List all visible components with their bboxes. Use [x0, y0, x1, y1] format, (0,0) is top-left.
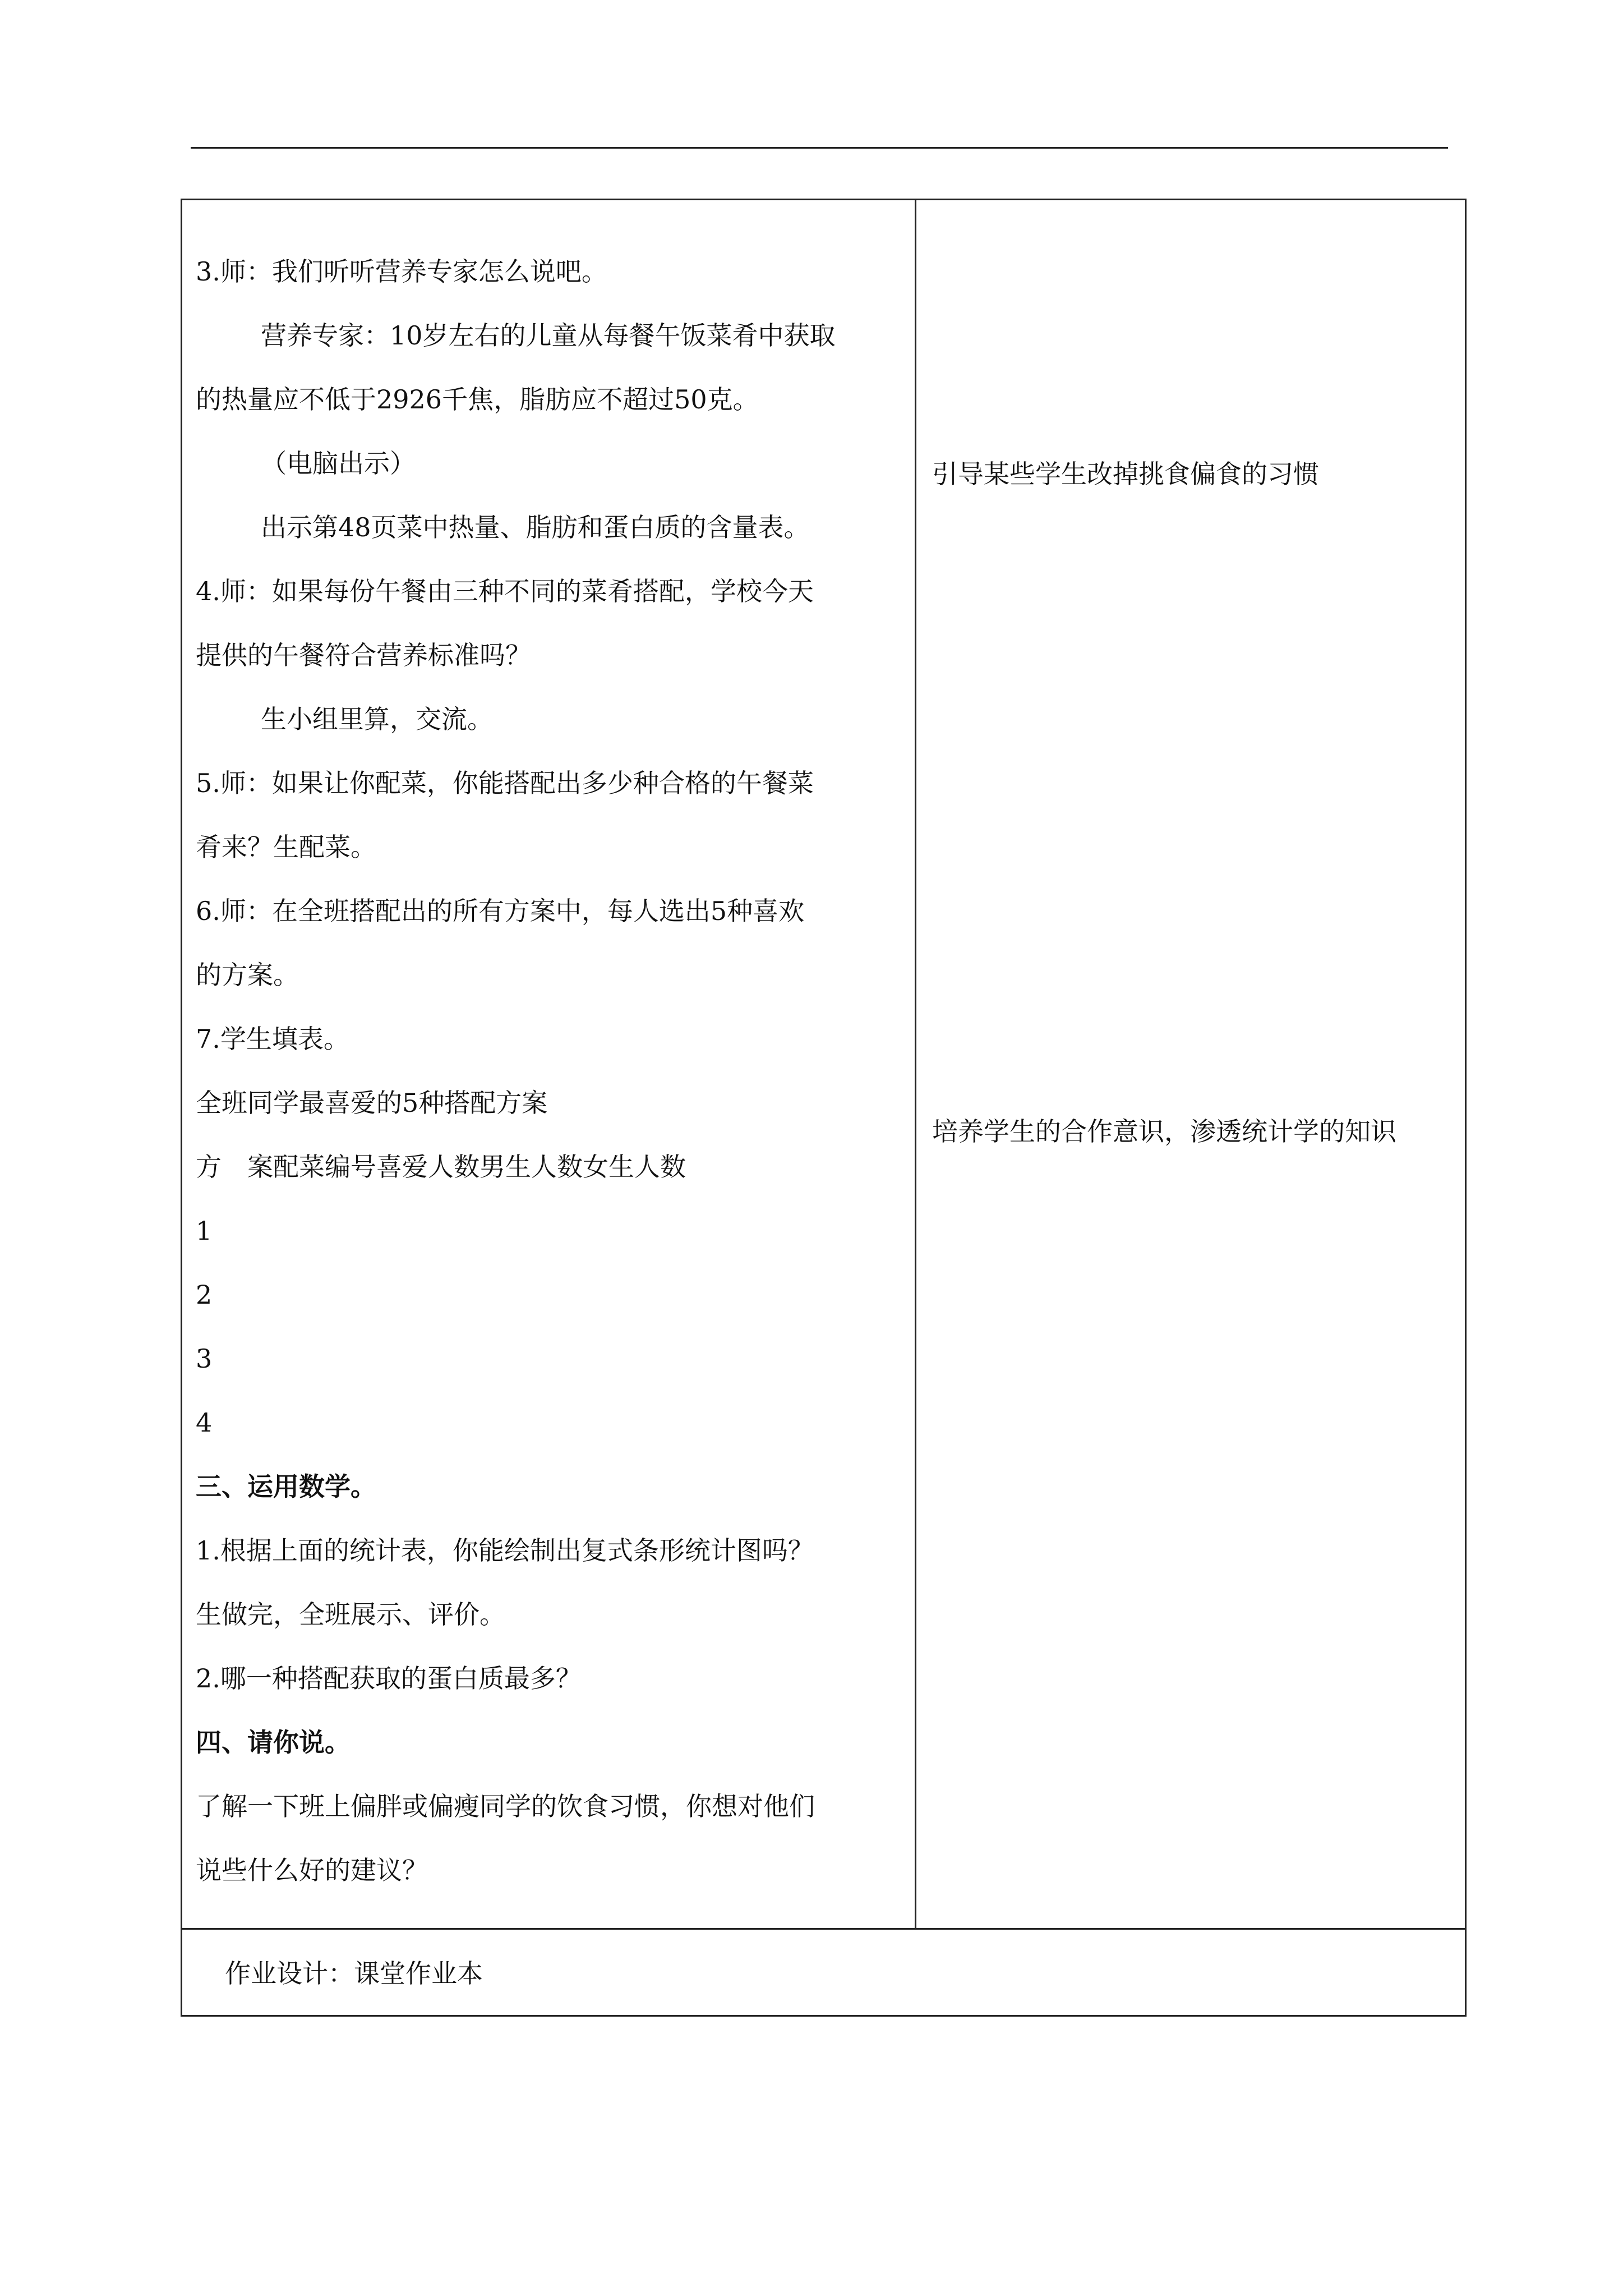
text-line: 5.师：如果让你配菜，你能搭配出多少种合格的午餐菜	[196, 768, 814, 798]
lesson-content-row	[182, 200, 1466, 1929]
text-line: 4	[196, 1407, 213, 1438]
text-line: 肴来？生配菜。	[196, 832, 376, 862]
text-line: 3.师：我们听听营养专家怎么说吧。	[196, 256, 607, 287]
homework-cell	[182, 1929, 1466, 2016]
section-heading: 四、请你说。	[196, 1727, 351, 1757]
text-line: 生小组里算，交流。	[261, 704, 493, 734]
text-line: 全班同学最喜爱的5种搭配方案	[196, 1088, 548, 1118]
text-line: （电脑出示）	[261, 448, 416, 478]
text-line: 生做完，全班展示、评价。	[196, 1599, 505, 1630]
text-line: 2	[196, 1280, 213, 1310]
section-heading: 三、运用数学。	[196, 1471, 376, 1502]
text-line: 提供的午餐符合营养标准吗？	[196, 640, 531, 670]
text-line: 1.根据上面的统计表，你能绘制出复式条形统计图吗？	[196, 1535, 814, 1566]
text-line: 的方案。	[196, 960, 299, 990]
header-rule	[191, 147, 1448, 149]
text-line: 7.学生填表。	[196, 1024, 349, 1054]
text-line: 4.师：如果每份午餐由三种不同的菜肴搭配，学校今天	[196, 576, 814, 606]
text-line: 6.师：在全班搭配出的所有方案中，每人选出5种喜欢	[196, 896, 805, 926]
design-note: 引导某些学生改掉挑食偏食的习惯	[932, 459, 1319, 489]
text-line: 的热量应不低于2926千焦，脂肪应不超过50克。	[196, 384, 759, 415]
text-line: 1	[196, 1216, 213, 1246]
text-line: 营养专家：10岁左右的儿童从每餐午饭菜肴中获取	[261, 320, 836, 351]
text-line: 3	[196, 1343, 213, 1374]
text-line: 了解一下班上偏胖或偏瘦同学的饮食习惯，你想对他们	[196, 1791, 815, 1821]
design-intent-cell	[916, 200, 1466, 1929]
lesson-plan-table	[181, 199, 1467, 2017]
homework-row	[182, 1929, 1466, 2016]
text-line: 出示第48页菜中热量、脂肪和蛋白质的含量表。	[261, 512, 810, 542]
text-line: 说些什么好的建议？	[196, 1855, 428, 1885]
teaching-process-cell	[182, 200, 916, 1929]
homework-text: 作业设计：课堂作业本	[225, 1958, 483, 1989]
design-note: 培养学生的合作意识，渗透统计学的知识	[932, 1116, 1396, 1147]
text-line: 方 案配菜编号喜爱人数男生人数女生人数	[196, 1152, 686, 1182]
text-line: 2.哪一种搭配获取的蛋白质最多？	[196, 1663, 582, 1694]
